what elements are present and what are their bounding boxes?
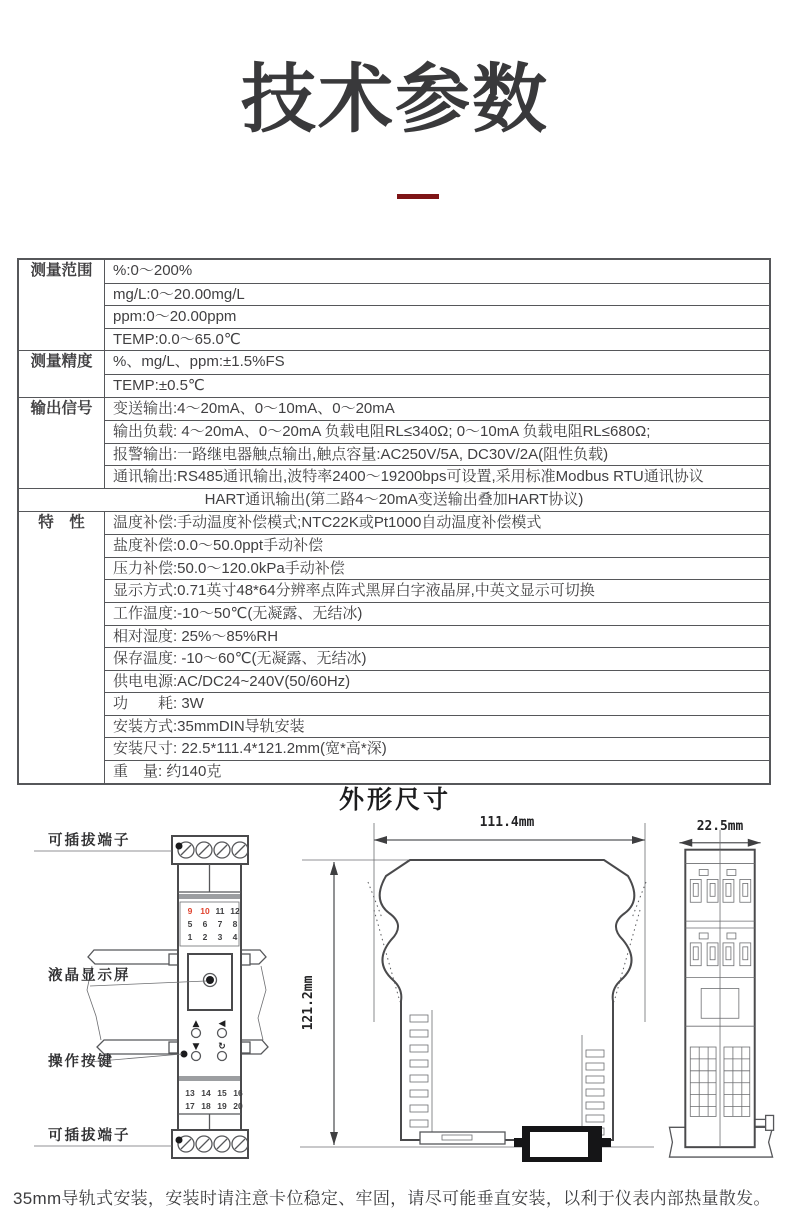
svg-text:18: 18 [201,1101,211,1111]
spec-table [17,258,771,785]
label-buttons: 操作按键 [48,1054,114,1070]
svg-text:11: 11 [215,906,225,916]
svg-text:16: 16 [233,1088,243,1098]
svg-text:1: 1 [187,932,193,942]
svg-text:4: 4 [232,932,238,942]
side-view-drawing [292,810,664,1165]
down-arrow-icon: ▼ [192,1042,200,1052]
terminal-mark-dot [176,843,183,850]
height-dim-label: 121.2mm [301,975,316,1031]
spec-row: 供电电源:AC/DC24~240V(50/60Hz) [105,670,769,693]
spec-row: 温度补偿:手动温度补偿模式;NTC22K或Pt1000自动温度补偿模式 [113,513,542,531]
left-arrow-icon: ◀ [218,1019,226,1029]
spec-section-label: 输出信号 [19,398,105,488]
bottom-terminal-block [172,1130,248,1158]
mounting-note: 35mm导轨式安装，安装时请注意卡位稳定、牢固，请尽可能垂直安装，以利于仪表内部热量散发。 [13,1189,771,1208]
end-view-drawing [663,814,781,1166]
svg-text:7: 7 [217,919,223,929]
spec-row: 显示方式:0.71英寸48*64分辨率点阵式黑屏白字液晶屏,中英文显示可切换 [105,579,769,602]
svg-text:3: 3 [217,932,223,942]
terminal-numbers-top [180,902,240,946]
spec-row-hart: HART通讯输出(第二路4～20mA变送输出叠加HART协议) [19,488,769,511]
spec-row: 功 耗: 3W [105,692,769,715]
spec-section-output-signal [19,397,769,511]
svg-text:9: 9 [187,906,193,916]
label-lcd: 液晶显示屏 [48,968,131,984]
spec-row: %:0～200% [113,262,193,279]
top-terminal-block [172,836,248,864]
spec-row: %、mg/L、ppm:±1.5%FS [113,353,285,371]
width-dim-label: 111.4mm [479,815,535,830]
svg-text:2: 2 [202,932,208,942]
spec-row: 保存温度: -10～60℃(无凝露、无结冰) [105,647,769,670]
svg-text:6: 6 [202,919,208,929]
spec-section-label: 测量范围 [19,260,105,350]
callout-buttons [48,1052,182,1070]
spec-row: 盐度补偿:0.0～50.0ppt手动补偿 [105,534,769,557]
svg-text:12: 12 [230,906,240,916]
spec-section-label: 特 性 [19,512,105,783]
label-bottom-terminal: 可插拔端子 [48,1128,131,1144]
module-end-body [685,850,754,1147]
spec-row: 重 量: 约140克 [105,760,769,783]
svg-text:13: 13 [185,1088,195,1098]
title-accent-dash [397,194,439,199]
spec-row: TEMP:±0.5℃ [105,374,769,397]
spec-row: 通讯输出:RS485通讯输出,波特率2400～19200bps可设置,采用标准Modbus RTU通讯协议 [105,465,769,488]
callout-top-terminal [34,831,172,851]
cycle-arrow-icon: ↻ [218,1042,226,1052]
spec-section-label: 测量精度 [19,351,105,396]
outline-dimensions-title: 外形尺寸 [338,786,451,814]
svg-text:17: 17 [185,1101,195,1111]
page-title: 技术参数 [240,57,549,141]
spec-section-measure-range [19,260,769,350]
spec-row: 安装方式:35mmDIN导轨安装 [105,715,769,738]
spec-row: TEMP:0.0～65.0℃ [105,328,769,351]
callout-bottom-terminal [34,1126,172,1146]
front-view-drawing [30,828,290,1168]
spec-row: 相对湿度: 25%～85%RH [105,625,769,648]
spec-row: 报警输出:一路继电器触点输出,触点容量:AC250V/5A, DC30V/2A(阻性负载) [105,443,769,466]
svg-text:5: 5 [187,919,193,929]
spec-row: mg/L:0～20.00mg/L [105,283,769,306]
lcd-screen [188,954,232,1010]
spec-section-characteristics [19,511,769,783]
depth-dim-label: 22.5mm [696,818,744,834]
label-top-terminal: 可插拔端子 [48,833,131,849]
spec-row: 安装尺寸: 22.5*111.4*121.2mm(宽*高*深) [105,737,769,760]
svg-text:10: 10 [200,906,210,916]
svg-text:14: 14 [201,1088,211,1098]
spec-row: 压力补偿:50.0～120.0kPa手动补偿 [105,557,769,580]
svg-text:19: 19 [217,1101,227,1111]
spec-row: ppm:0～20.00ppm [105,305,769,328]
svg-text:8: 8 [232,919,238,929]
spec-row: 工作温度:-10～50℃(无凝露、无结冰) [105,602,769,625]
svg-text:20: 20 [233,1101,243,1111]
spec-row: 变送输出:4～20mA、0～10mA、0～20mA [113,399,395,417]
module-profile [368,860,646,1140]
spec-row: 输出负载: 4～20mA、0～20mA 负载电阻RL≤340Ω; 0～10mA 负载电阻RL≤680Ω; [105,420,769,443]
svg-text:15: 15 [217,1088,227,1098]
spec-section-measure-accuracy [19,350,769,396]
up-arrow-icon: ▲ [192,1019,200,1029]
